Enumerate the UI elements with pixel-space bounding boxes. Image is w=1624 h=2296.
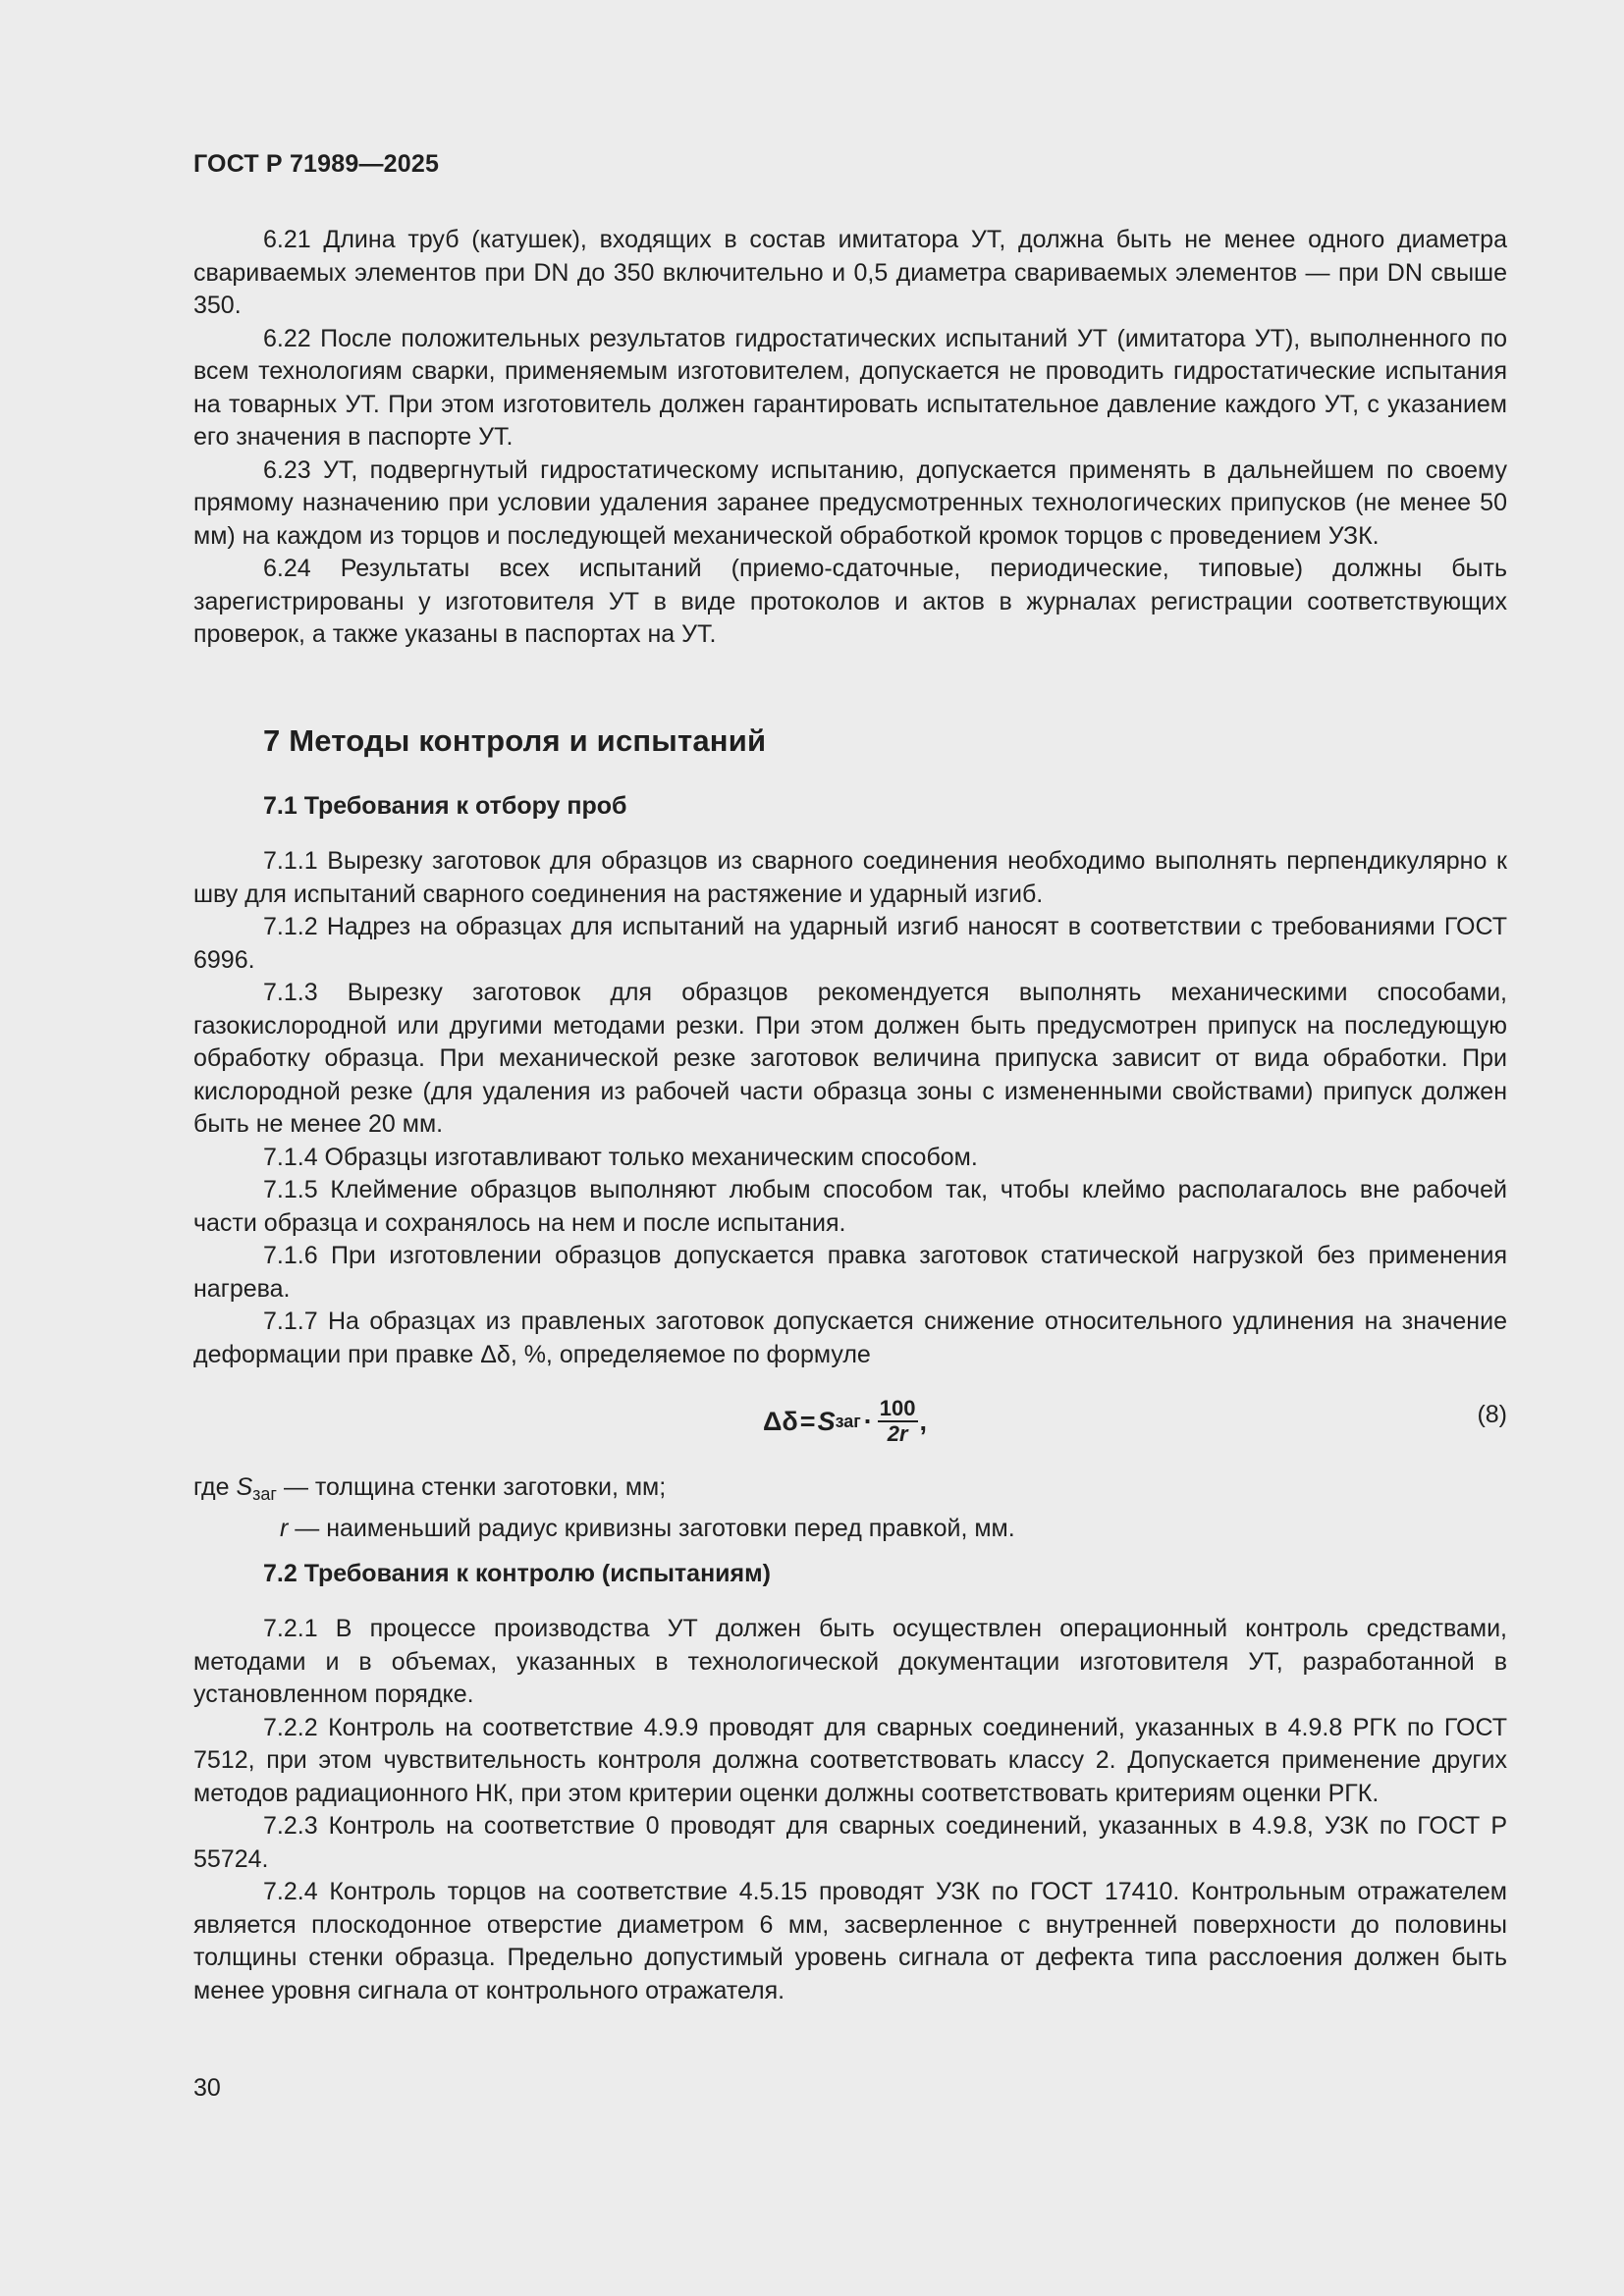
clauses-7-1 — [193, 845, 1507, 1371]
formula-var-sub: заг — [835, 1411, 861, 1431]
formula-denominator: 2r — [887, 1421, 908, 1446]
clause-7-1-4: 7.1.4 Образцы изготавливают только механическим способом. — [263, 1143, 978, 1171]
clause-7-2-1: 7.2.1 В процессе производства УТ должен быть осуществлен операционный контроль средствами, методами и в объемах, указанных в технологической документации изготовителя УТ, разработанной в установленном порядке. — [193, 1615, 1507, 1708]
legend-var2: r — [280, 1515, 289, 1542]
formula-dot: · — [863, 1406, 873, 1436]
formula-numerator: 100 — [879, 1396, 916, 1420]
clauses-7-2 — [193, 1613, 1507, 2007]
page-number: 30 — [193, 2074, 221, 2102]
formula-row — [193, 1392, 1507, 1451]
clause-6-21: 6.21 Длина труб (катушек), входящих в состав имитатора УТ, должна быть не менее одного диаметра свариваемых элементов при DN до 350 включительно и 0,5 диаметра свариваемых элементов — при DN свыше 350. — [193, 226, 1507, 319]
subsection-title-7-1: 7.1 Требования к отбору проб — [263, 792, 627, 820]
formula-eq: = — [799, 1406, 816, 1436]
clause-7-1-2: 7.1.2 Надрез на образцах для испытаний на ударный изгиб наносят в соответствии с требованиями ГОСТ 6996. — [193, 913, 1507, 974]
clause-7-1-3: 7.1.3 Вырезку заготовок для образцов рекомендуется выполнять механическими способами, газокислородной или другими методами резки. При этом должен быть предусмотрен припуск на последующую обработку образца. При механической резке заготовок величина припуска зависит от вида обработки. При кислородной резке (для удаления из рабочей части образца зоны с измененными свойствами) припуск должен быть не менее 20 мм. — [193, 979, 1507, 1138]
clause-7-2-4: 7.2.4 Контроль торцов на соответствие 4.5.15 проводят УЗК по ГОСТ 17410. Контрольным отражателем является плоскодонное отверстие диаметром 6 мм, засверленное с внутренней поверхности до половины толщины стенки образца. Предельно допустимый уровень сигнала от дефекта типа расслоения должен быть менее уровня сигнала от контрольного отражателя. — [193, 1878, 1507, 2004]
clauses-6 — [193, 224, 1507, 652]
document-header: ГОСТ Р 71989—2025 — [193, 150, 440, 178]
legend-prefix: где — [193, 1473, 230, 1501]
legend-var1: S — [236, 1473, 253, 1501]
clause-7-2-3: 7.2.3 Контроль на соответствие 0 проводят для сварных соединений, указанных в 4.9.8, УЗК по ГОСТ Р 55724. — [193, 1812, 1507, 1873]
clause-7-2-2: 7.2.2 Контроль на соответствие 4.9.9 проводят для сварных соединений, указанных в 4.9.8 РГК по ГОСТ 7512, при этом чувствительность контроля должна соответствовать классу 2. Допускается применение других методов радиационного НК, при этом критерии оценки должны соответствовать критериям оценки РГК. — [193, 1713, 1507, 1807]
formula-legend — [193, 1470, 1507, 1546]
formula-fraction — [878, 1397, 918, 1446]
clause-7-1-7: 7.1.7 На образцах из правленых заготовок допускается снижение относительного удлинения на значение деформации при правке Δδ, %, определяемое по формуле — [193, 1308, 1507, 1368]
legend-def2: — наименьший радиус кривизны заготовки перед правкой, мм. — [295, 1515, 1015, 1542]
clause-7-1-5: 7.1.5 Клеймение образцов выполняют любым способом так, чтобы клеймо располагалось вне рабочей части образца и сохранялось на нем и после испытания. — [193, 1176, 1507, 1237]
legend-def1: — толщина стенки заготовки, мм; — [283, 1473, 667, 1501]
formula-lhs: Δδ — [763, 1406, 798, 1436]
formula — [763, 1392, 927, 1451]
legend-var1-sub: заг — [252, 1484, 277, 1504]
formula-var: S — [817, 1406, 836, 1436]
legend-line-1 — [193, 1470, 1507, 1512]
clause-7-1-1: 7.1.1 Вырезку заготовок для образцов из сварного соединения необходимо выполнять перпендикулярно к шву для испытаний сварного соединения на растяжение и ударный изгиб. — [193, 847, 1507, 908]
clause-7-1-6: 7.1.6 При изготовлении образцов допускается правка заготовок статической нагрузкой без применения нагрева. — [193, 1242, 1507, 1303]
legend-line-2 — [193, 1512, 1507, 1546]
subsection-title-7-2: 7.2 Требования к контролю (испытаниям) — [263, 1560, 771, 1587]
formula-number: (8) — [1477, 1401, 1507, 1428]
clause-6-22: 6.22 После положительных результатов гидростатических испытаний УТ (имитатора УТ), выполненного по всем технологиям сварки, применяемым изготовителем, допускается не проводить гидростатические испытания на товарных УТ. При этом изготовитель должен гарантировать испытательное давление каждого УТ, с указанием его значения в паспорте УТ. — [193, 324, 1507, 451]
formula-tail: , — [919, 1406, 928, 1436]
section-title: 7 Методы контроля и испытаний — [263, 723, 767, 758]
clause-6-23: 6.23 УТ, подвергнутый гидростатическому испытанию, допускается применять в дальнейшем по своему прямому назначению при условии удаления заранее предусмотренных технологических припусков (не менее 50 мм) на каждом из торцов и последующей механической обработкой кромок торцов с проведением УЗК. — [193, 455, 1507, 550]
clause-6-24: 6.24 Результаты всех испытаний (приемо-сдаточные, периодические, типовые) должны быть зарегистрированы у изготовителя УТ в виде протоколов и актов в журналах регистрации соответствующих проверок, а также указаны в паспортах на УТ. — [193, 555, 1507, 648]
